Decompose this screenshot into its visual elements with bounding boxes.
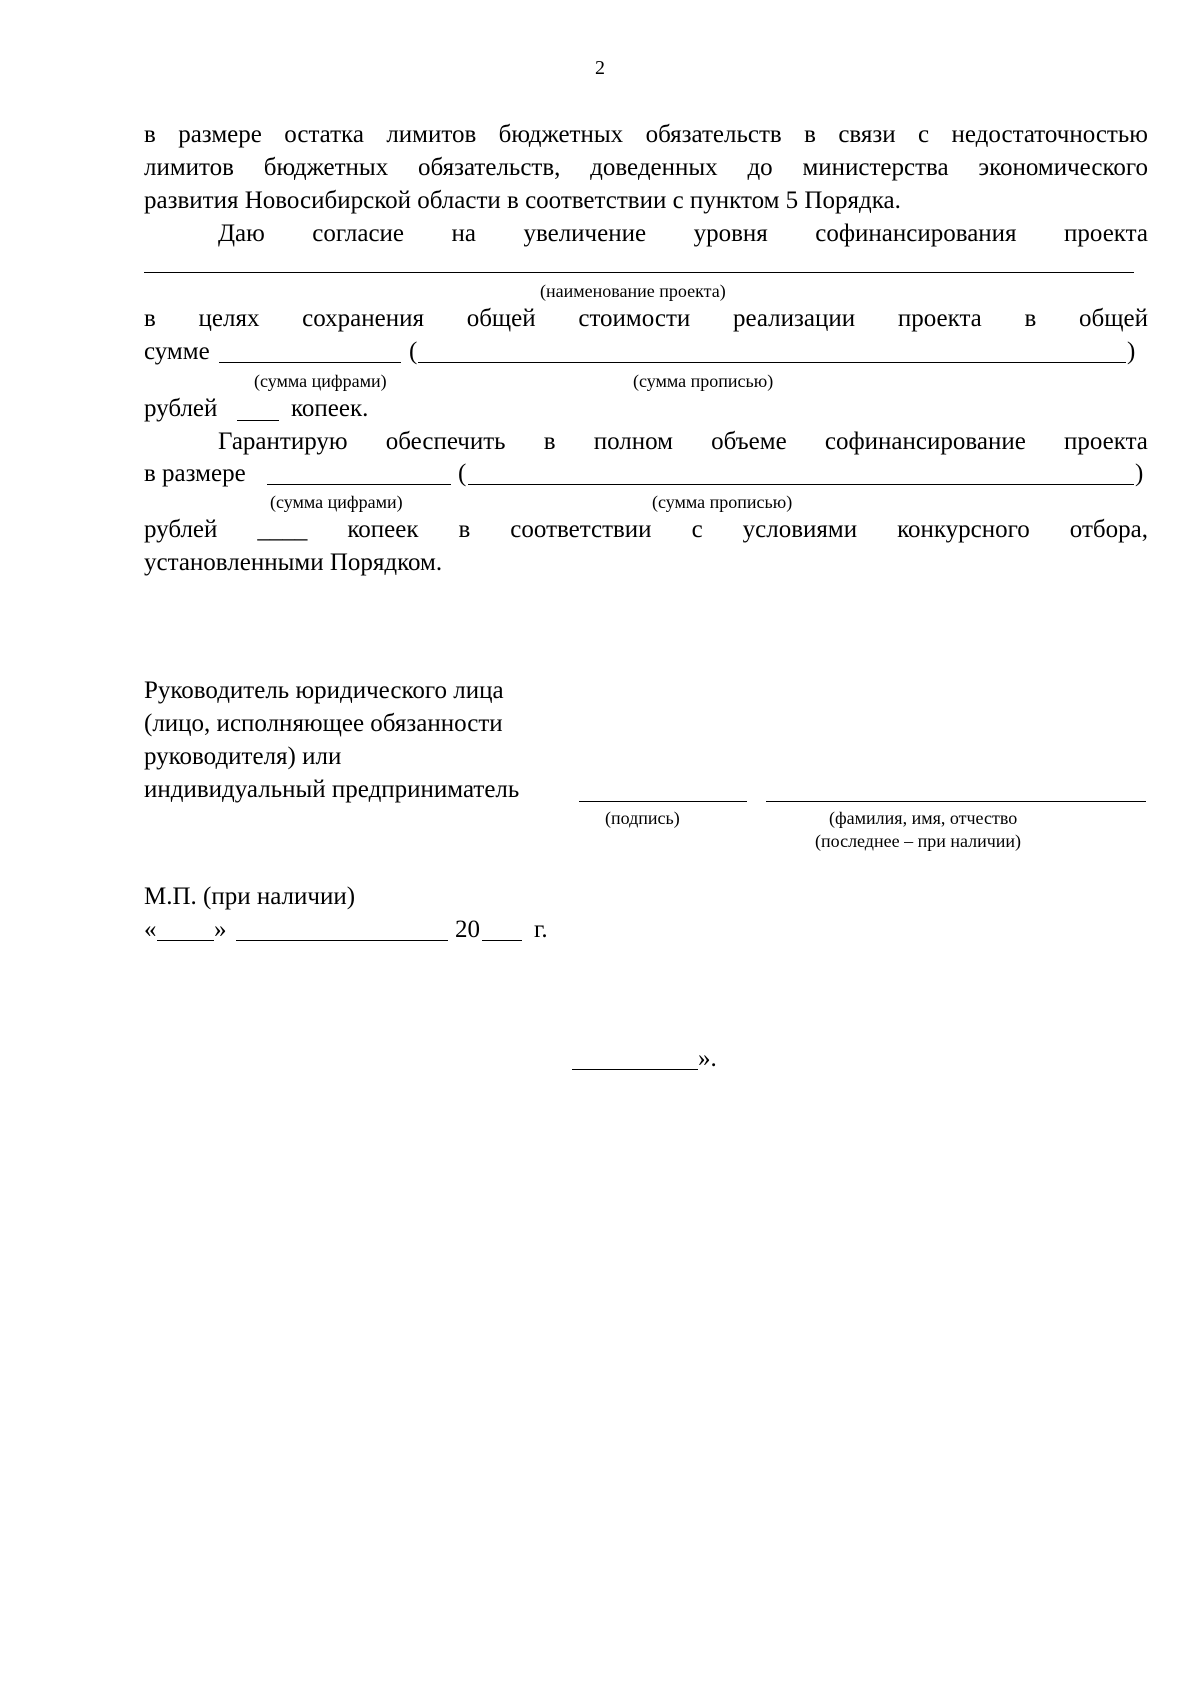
- page-number: 2: [595, 57, 605, 79]
- word: реализации: [732, 305, 856, 332]
- word: рублей: [144, 516, 218, 543]
- year-prefix: 20: [455, 916, 480, 943]
- word: в: [1024, 305, 1037, 332]
- kopeks-field[interactable]: [237, 420, 279, 421]
- para1-line2: [144, 151, 1148, 184]
- para1-line3: развития Новосибирской области в соответствии с пунктом 5 Порядка.: [144, 187, 901, 214]
- word: доведенных: [590, 154, 718, 181]
- signatory-line2: (лицо, исполняющее обязанности: [144, 710, 503, 737]
- word: до: [747, 154, 773, 181]
- para2-line1: [144, 217, 1148, 250]
- word: недостаточностью: [951, 121, 1148, 148]
- word: проекта: [1064, 220, 1148, 247]
- word: сохранения: [302, 305, 424, 332]
- year-suffix: г.: [534, 916, 548, 943]
- caption-sum-words: (сумма прописью): [633, 371, 774, 391]
- word: размере: [178, 121, 262, 148]
- word: на: [451, 220, 476, 247]
- ending-quote: ».: [698, 1045, 717, 1072]
- close-quote: »: [214, 916, 227, 943]
- word: Даю: [218, 220, 265, 247]
- word: софинансирования: [815, 220, 1017, 247]
- word: экономического: [978, 154, 1148, 181]
- word: полном: [593, 428, 673, 455]
- date-month-field[interactable]: [236, 940, 448, 941]
- guarantee-words-field[interactable]: [468, 484, 1134, 485]
- signatory-line3: руководителя) или: [144, 743, 342, 770]
- open-quote: «: [144, 916, 157, 943]
- word: в: [144, 121, 156, 148]
- word: обязательств,: [418, 154, 561, 181]
- word: обязательств: [645, 121, 782, 148]
- para3-line4: установленными Порядком.: [144, 549, 443, 576]
- kop-label: копеек.: [291, 395, 369, 422]
- word: конкурсного: [897, 516, 1030, 543]
- word: согласие: [312, 220, 405, 247]
- signatory-label: [144, 674, 519, 806]
- close-paren: ): [1135, 460, 1144, 487]
- guarantee-digits-field[interactable]: [267, 484, 451, 485]
- project-name-field[interactable]: [144, 272, 1134, 273]
- para3-line1: [144, 425, 1148, 458]
- word: в: [543, 428, 556, 455]
- para1-line1: [144, 118, 1148, 151]
- word: лимитов: [386, 121, 477, 148]
- caption-guarantee-words: (сумма прописью): [652, 492, 793, 512]
- word: министерства: [802, 154, 949, 181]
- word: отбора,: [1069, 516, 1148, 543]
- size-label: в размере: [144, 460, 246, 487]
- word: проекта: [1063, 428, 1148, 455]
- paragraph-budget-limits: [144, 118, 1148, 217]
- word: ____: [257, 516, 308, 543]
- word: стоимости: [578, 305, 691, 332]
- word: объеме: [711, 428, 787, 455]
- date-year-field[interactable]: [482, 940, 522, 941]
- open-paren: (: [458, 460, 467, 487]
- para2-line2: [144, 302, 1148, 335]
- word: общей: [466, 305, 536, 332]
- caption-sum-digits: (сумма цифрами): [254, 371, 387, 391]
- caption-project-name: (наименование проекта): [540, 281, 726, 301]
- word: Гарантирую: [218, 428, 348, 455]
- word: уровня: [693, 220, 768, 247]
- word: соответствии: [510, 516, 652, 543]
- date-day-field[interactable]: [157, 940, 214, 941]
- word: общей: [1079, 305, 1148, 332]
- sum-words-field[interactable]: [418, 362, 1126, 363]
- sum-label: сумме: [144, 338, 210, 365]
- word: в: [458, 516, 471, 543]
- close-paren: ): [1127, 338, 1136, 365]
- stamp-label: М.П. (при наличии): [144, 883, 356, 910]
- rub-label: рублей: [144, 395, 218, 422]
- word: бюджетных: [263, 154, 389, 181]
- caption-signature: (подпись): [605, 808, 680, 828]
- word: бюджетных: [498, 121, 624, 148]
- word: связи: [838, 121, 896, 148]
- signature-field[interactable]: [579, 801, 747, 802]
- para3-line3: [144, 513, 1148, 579]
- word: обеспечить: [385, 428, 506, 455]
- word: с: [918, 121, 930, 148]
- caption-full-name: (фамилия, имя, отчество: [829, 808, 1018, 828]
- word: увеличение: [523, 220, 647, 247]
- full-name-field[interactable]: [766, 801, 1146, 802]
- signatory-line1: Руководитель юридического лица: [144, 677, 504, 704]
- open-paren: (: [409, 338, 418, 365]
- word: лимитов: [144, 154, 234, 181]
- caption-guarantee-digits: (сумма цифрами): [270, 492, 403, 512]
- word: проекта: [897, 305, 982, 332]
- ending-line: [572, 1069, 698, 1070]
- sum-digits-field[interactable]: [219, 362, 401, 363]
- caption-full-name-note: (последнее – при наличии): [815, 831, 1022, 851]
- word: с: [691, 516, 703, 543]
- word: копеек: [347, 516, 419, 543]
- signatory-line4: индивидуальный предприниматель: [144, 776, 520, 803]
- word: в: [144, 305, 156, 332]
- word: остатка: [284, 121, 364, 148]
- word: целях: [198, 305, 260, 332]
- word: в: [804, 121, 816, 148]
- word: софинансирование: [824, 428, 1026, 455]
- word: условиями: [742, 516, 858, 543]
